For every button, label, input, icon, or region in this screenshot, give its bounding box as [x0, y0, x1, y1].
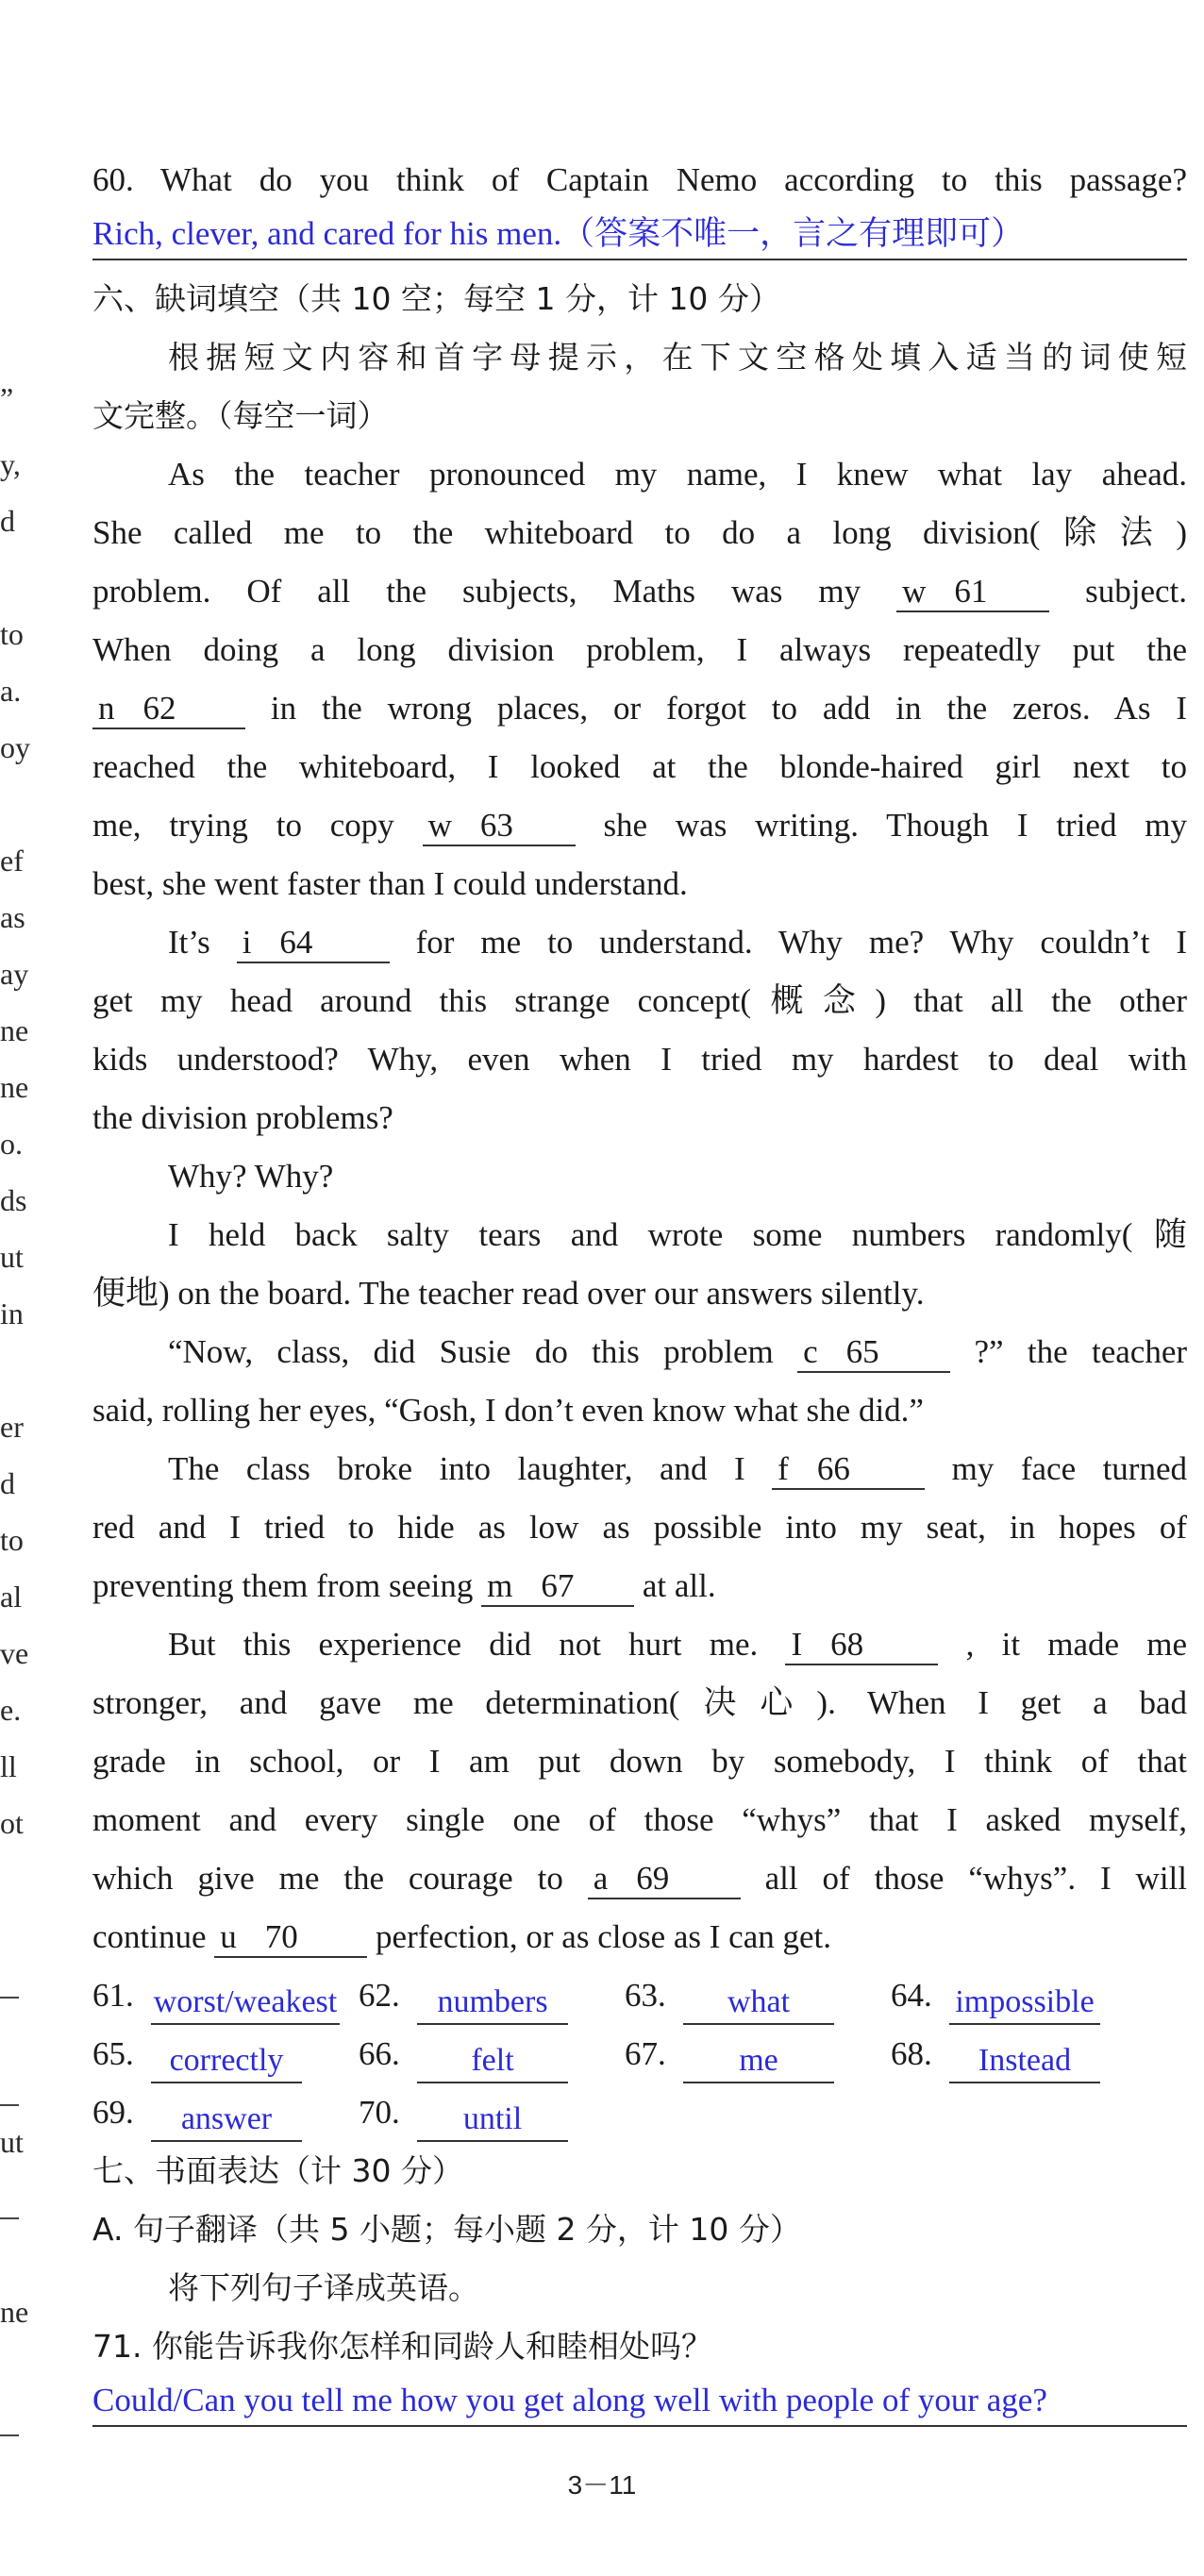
blank-initial: c [803, 1333, 818, 1370]
margin-fragment: d [0, 504, 15, 538]
margin-fragment: e. [0, 1693, 22, 1727]
margin-fragment: to [0, 617, 24, 651]
passage-text: But this experience did not hurt me. [168, 1626, 759, 1663]
passage-line [92, 1908, 1187, 1966]
answer-65 [92, 2025, 359, 2083]
margin-fragment: ut [0, 1240, 24, 1274]
blank-number: 67 [541, 1567, 575, 1604]
left-edge-fragments [0, 0, 30, 2576]
margin-fragment: ay [0, 957, 29, 991]
margin-fragment: d [0, 1466, 15, 1500]
blank-64 [237, 924, 390, 963]
answer-69 [92, 2083, 359, 2142]
margin-fragment: ” [0, 381, 14, 415]
margin-rule [0, 2434, 19, 2436]
passage-line [92, 1615, 1187, 1674]
passage-line [92, 562, 1187, 621]
blank-number: 62 [142, 690, 176, 727]
passage-text: she was writing. Though I tried my [603, 807, 1187, 844]
blank-65 [797, 1333, 950, 1373]
blank-70 [214, 1918, 367, 1958]
passage-text: subject. [1085, 573, 1187, 610]
section-6-instruction-line-2: 文完整。（每空一词） [92, 397, 389, 434]
blank-initial: u [220, 1918, 237, 1955]
passage-text: me, trying to copy [92, 807, 394, 844]
blank-initial: I [791, 1626, 803, 1663]
blank-number: 65 [845, 1333, 879, 1370]
answer-70 [359, 2083, 625, 2142]
blank-61 [896, 573, 1049, 612]
answer-row [92, 2025, 1187, 2083]
margin-fragment: ef [0, 844, 24, 878]
passage-line [92, 796, 1187, 855]
margin-fragment: ot [0, 1806, 24, 1840]
passage-line: grade in school, or I am put down by somebody, I think of that [92, 1743, 1187, 1780]
margin-fragment: ll [0, 1749, 17, 1783]
blank-69 [588, 1860, 741, 1899]
answer-value: felt [417, 2040, 568, 2083]
section-7-heading: 七、书面表达（计 30 分） [92, 2152, 463, 2189]
question-60: 60. What do you think of Captain Nemo according to this passage? [92, 161, 1187, 198]
passage-text: problem. Of all the subjects, Maths was my [92, 573, 861, 610]
margin-fragment: in [0, 1296, 24, 1330]
answer-row [92, 1966, 1187, 2025]
blank-number: 70 [264, 1918, 298, 1955]
passage-line [92, 1557, 1187, 1615]
margin-rule [0, 2217, 19, 2219]
answer-62 [359, 1966, 625, 2025]
answer-number: 63. [625, 1977, 666, 2014]
margin-fragment: ne [0, 1070, 29, 1104]
margin-fragment: to [0, 1523, 24, 1557]
passage-line: kids understood? Why, even when I tried my hardest to deal with [92, 1041, 1187, 1078]
blank-67 [481, 1567, 634, 1607]
passage-text: continue [92, 1918, 207, 1955]
section-7-part-a: A. 句子翻译（共 5 小题；每小题 2 分，计 10 分） [92, 2211, 801, 2248]
passage-text: It’s [168, 924, 210, 961]
passage-line: said, rolling her eyes, “Gosh, I don’t even know what she did.” [92, 1392, 924, 1429]
worksheet-content [92, 151, 1187, 2436]
passage-line: She called me to the whiteboard to do a long division(除法) [92, 514, 1187, 551]
blank-initial: n [98, 690, 115, 727]
passage-line [92, 1323, 1187, 1381]
answer-61 [92, 1966, 359, 2025]
answer-grid [92, 1966, 1187, 2142]
passage-line: As the teacher pronounced my name, I knew what lay ahead. [168, 456, 1187, 493]
answer-value: me [683, 2040, 834, 2083]
answer-number: 65. [92, 2035, 134, 2072]
answer-value: what [683, 1982, 834, 2025]
cloze-passage [92, 445, 1187, 1966]
answer-63 [625, 1966, 891, 2025]
answer-number: 61. [92, 1977, 134, 2014]
passage-line: Why? Why? [168, 1158, 334, 1195]
passage-line [92, 1440, 1187, 1498]
answer-number: 68. [891, 2035, 932, 2072]
answer-value: Instead [949, 2040, 1100, 2083]
answer-number: 64. [891, 1977, 932, 2014]
blank-number: 63 [479, 807, 513, 844]
margin-fragment: o. [0, 1127, 23, 1161]
passage-text: in the wrong places, or forgot to add in the zeros. As I [270, 690, 1187, 727]
passage-line [92, 1849, 1187, 1908]
margin-fragment: oy [0, 730, 30, 764]
answer-number: 69. [92, 2094, 134, 2131]
margin-fragment: ut [0, 2125, 24, 2159]
margin-fragment: ve [0, 1636, 29, 1670]
answer-number: 66. [359, 2035, 400, 2072]
passage-line: When doing a long division problem, I always repeatedly put the [92, 631, 1187, 668]
answer-68 [891, 2025, 1157, 2083]
blank-number: 61 [954, 573, 988, 610]
answer-value: correctly [151, 2040, 302, 2083]
passage-line [92, 679, 1187, 738]
answer-value: impossible [949, 1982, 1100, 2025]
answer-row [92, 2083, 1187, 2142]
passage-line: red and I tried to hide as low as possible into my seat, in hopes of [92, 1509, 1187, 1546]
blank-68 [785, 1626, 938, 1665]
passage-text: , it made me [965, 1626, 1187, 1663]
blank-number: 68 [830, 1626, 864, 1663]
blank-number: 66 [816, 1450, 850, 1487]
passage-text: which give me the courage to [92, 1860, 563, 1897]
passage-line: reached the whiteboard, I looked at the blonde-haired girl next to [92, 748, 1187, 785]
margin-fragment: al [0, 1580, 23, 1614]
passage-line: I held back salty tears and wrote some numbers randomly(随 [168, 1216, 1187, 1253]
passage-text: ?” the teacher [974, 1333, 1187, 1370]
answer-value: worst/weakest [151, 1982, 340, 2025]
margin-fragment: ne [0, 2295, 29, 2329]
answer-number: 62. [359, 1977, 400, 2014]
blank-initial: f [778, 1450, 789, 1487]
passage-line: stronger, and gave me determination(决心). When I get a bad [92, 1684, 1187, 1721]
answer-value: until [417, 2099, 568, 2142]
blank-initial: i [242, 924, 252, 961]
blank-63 [423, 807, 576, 846]
question-71: 71. 你能告诉我你怎样和同龄人和睦相处吗？ [92, 2328, 712, 2365]
answer-number: 70. [359, 2094, 400, 2131]
passage-line: best, she went faster than I could understand. [92, 865, 688, 902]
margin-fragment: y, [0, 447, 21, 481]
blank-number: 69 [636, 1860, 670, 1897]
passage-text: The class broke into laughter, and I [168, 1450, 745, 1487]
margin-fragment: ne [0, 1013, 29, 1047]
blank-initial: m [487, 1567, 513, 1604]
passage-line [92, 913, 1187, 972]
passage-text: at all. [642, 1567, 716, 1604]
section-6-instruction-line-1: 根据短文内容和首字母提示，在下文空格处填入适当的词使短 [168, 339, 1187, 376]
passage-text: preventing them from seeing [92, 1567, 474, 1604]
answer-71: Could/Can you tell me how you get along well with people of your age? [92, 2376, 1187, 2427]
passage-line: get my head around this strange concept(概念) that all the other [92, 982, 1187, 1019]
passage-text: my face turned [951, 1450, 1187, 1487]
passage-text: for me to understand. Why me? Why couldn’t I [415, 924, 1187, 961]
answer-value: answer [151, 2099, 302, 2142]
answer-67 [625, 2025, 891, 2083]
passage-text: perfection, or as close as I can get. [376, 1918, 832, 1955]
answer-number: 67. [625, 2035, 666, 2072]
blank-initial: a [593, 1860, 609, 1897]
margin-rule [0, 2104, 19, 2106]
margin-fragment: er [0, 1410, 24, 1444]
blank-number: 64 [279, 924, 313, 961]
answer-value: numbers [417, 1982, 568, 2025]
section-6-heading: 六、缺词填空（共 10 空；每空 1 分，计 10 分） [92, 280, 780, 317]
passage-line: 便地) on the board. The teacher read over our answers silently. [92, 1275, 925, 1312]
blank-initial: w [902, 573, 927, 610]
blank-62 [92, 690, 245, 729]
passage-line: the division problems? [92, 1099, 393, 1136]
page-number: 3－11 [567, 2470, 637, 2500]
passage-text: “Now, class, did Susie do this problem [168, 1333, 774, 1370]
passage-line: moment and every single one of those “whys” that I asked myself, [92, 1801, 1187, 1838]
answer-66 [359, 2025, 625, 2083]
margin-rule [0, 1997, 19, 1999]
section-7-instruction: 将下列句子译成英语。 [168, 2269, 479, 2306]
margin-fragment: a. [0, 674, 22, 708]
answer-60: Rich, clever, and cared for his men.（答案不唯一，言之有理即可） [92, 209, 1187, 260]
margin-fragment: ds [0, 1183, 27, 1217]
margin-fragment: as [0, 900, 25, 934]
blank-initial: w [427, 807, 452, 844]
passage-text: all of those “whys”. I will [764, 1860, 1187, 1897]
answer-64 [891, 1966, 1157, 2025]
blank-66 [772, 1450, 925, 1490]
